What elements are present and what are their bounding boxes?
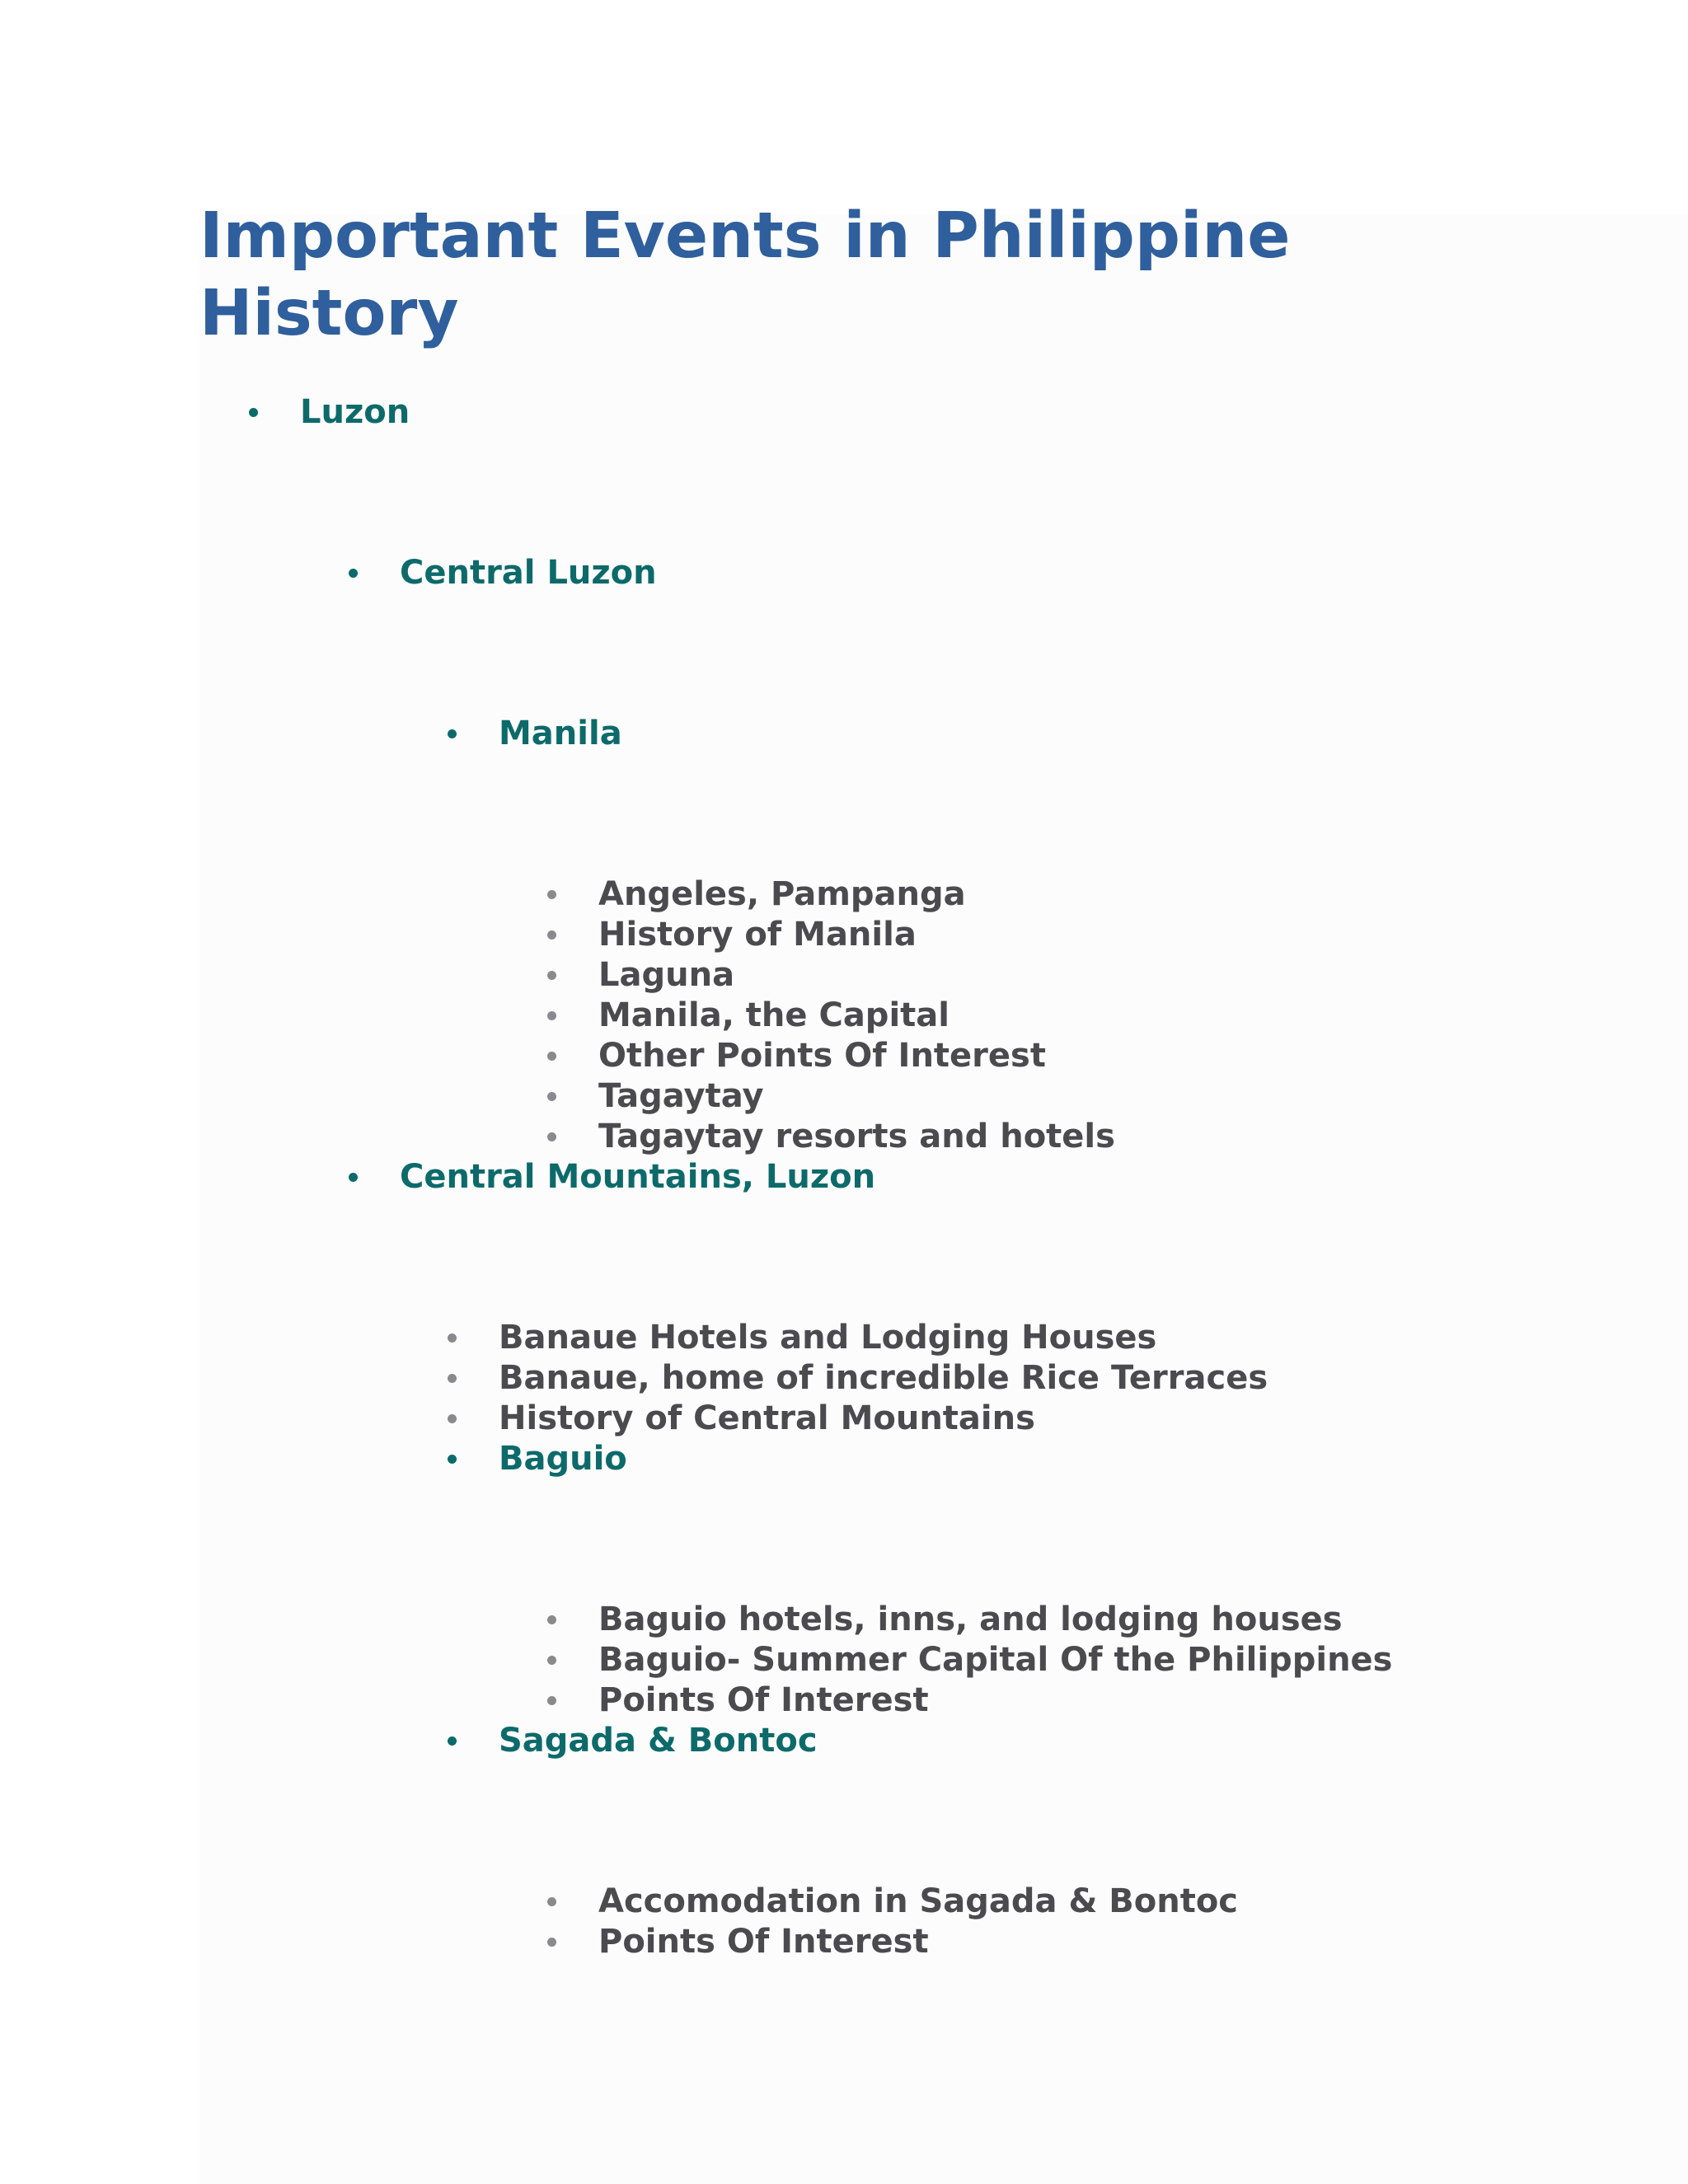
bullet-icon <box>448 729 457 738</box>
list-item-label: Points Of Interest <box>598 1923 929 1961</box>
list-item-label: Luzon <box>300 393 410 431</box>
bullet-icon <box>448 1333 457 1343</box>
list-item-label: Baguio hotels, inns, and lodging houses <box>598 1601 1343 1638</box>
list-item-label: Tagaytay <box>598 1077 764 1115</box>
bullet-icon <box>547 890 556 899</box>
bullet-icon <box>249 408 258 417</box>
list-item-label: Central Luzon <box>400 554 657 592</box>
bullet-icon <box>547 1696 556 1705</box>
bullet-icon <box>547 1011 556 1020</box>
bullet-icon <box>547 1615 556 1624</box>
list-item-label: Sagada & Bontoc <box>499 1722 818 1760</box>
bullet-icon <box>547 1656 556 1665</box>
bullet-icon <box>547 1938 556 1947</box>
list-item-label: Points Of Interest <box>598 1681 929 1719</box>
list-item-label: Angeles, Pampanga <box>598 875 966 913</box>
list-item-label: Banaue, home of incredible Rice Terraces <box>499 1359 1268 1397</box>
bullet-icon <box>547 1052 556 1061</box>
bullet-icon <box>547 1092 556 1101</box>
list-item-label: Tagaytay resorts and hotels <box>598 1118 1115 1155</box>
list-item-label: Other Points Of Interest <box>598 1037 1046 1075</box>
bullet-icon <box>547 1897 556 1906</box>
bullet-icon <box>547 1132 556 1141</box>
bullet-icon <box>448 1414 457 1423</box>
bullet-icon <box>349 1173 358 1182</box>
list-item-label: Banaue Hotels and Lodging Houses <box>499 1319 1157 1357</box>
bullet-icon <box>448 1374 457 1383</box>
bullet-icon <box>547 971 556 980</box>
list-item-label: Manila <box>499 715 622 752</box>
list-item-label: Central Mountains, Luzon <box>400 1158 876 1196</box>
list-item-label: History of Manila <box>598 916 917 954</box>
list-item-label: History of Central Mountains <box>499 1399 1035 1437</box>
list-item-label: Accomodation in Sagada & Bontoc <box>598 1882 1239 1920</box>
list-item-label: Laguna <box>598 956 735 994</box>
list-item-label: Baguio <box>499 1440 627 1478</box>
bullet-icon <box>547 930 556 940</box>
bullet-icon <box>448 1736 457 1746</box>
bullet-icon <box>349 569 358 578</box>
bullet-icon <box>448 1455 457 1464</box>
page-title: Important Events in Philippine History <box>199 199 1291 350</box>
list-item-label: Baguio- Summer Capital Of the Philippines <box>598 1641 1393 1679</box>
list-item-label: Manila, the Capital <box>598 996 950 1034</box>
